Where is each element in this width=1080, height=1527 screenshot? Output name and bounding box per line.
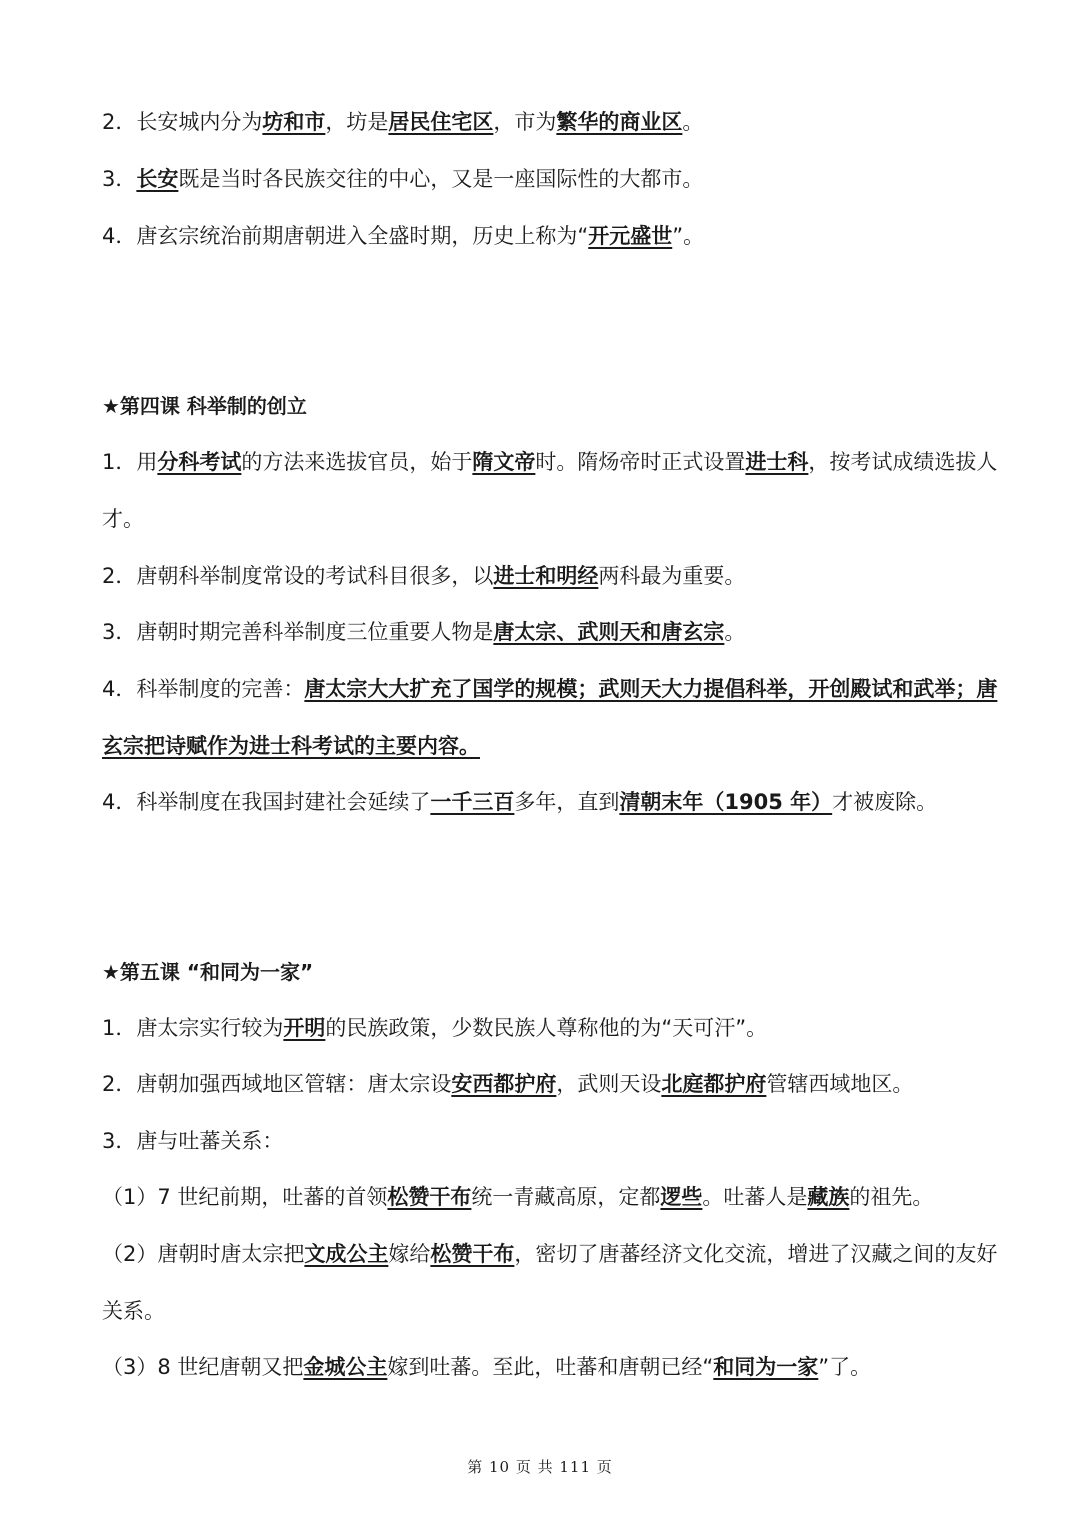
sec4-line-3 [102,617,1040,647]
key-term: 繁华的商业区 [556,110,683,134]
sec5-point-3 [102,1352,1040,1382]
sec3-line-2 [102,107,1040,137]
key-term: 进士科 [745,450,809,474]
sec5-point-2-cont: 关系。 [102,1299,165,1323]
text: 4．唐玄宗统治前期唐朝进入全盛时期，历史上称为“ [102,224,589,248]
key-term: 逻些 [660,1185,703,1209]
text: ，武则天设 [556,1072,662,1096]
sec5-line-3: 3．唐与吐蕃关系： [102,1129,284,1153]
text: 1．唐太宗实行较为 [102,1016,284,1040]
text: ，按考试成绩选拔人 [808,450,998,474]
text: （1）7 世纪前期，吐蕃的首领 [102,1185,388,1209]
key-term: 进士和明经 [493,564,599,588]
key-term: 唐太宗大大扩充了国学的规模；武则天大力提倡科举，开创殿试和武举；唐 [304,677,998,701]
text: （3）8 世纪唐朝又把 [102,1355,304,1379]
sec3-line-3 [102,164,1040,194]
text: 4．科举制度在我国封建社会延续了 [102,790,431,814]
key-term: 藏族 [807,1185,850,1209]
key-term: 长安 [136,167,179,191]
text: 。 [724,620,746,644]
sec5-point-2 [102,1239,1040,1269]
key-term: 一千三百 [430,790,515,814]
text: 管辖西域地区。 [766,1072,914,1096]
key-term: 清朝末年（1905 年） [619,790,833,814]
key-term: 分科考试 [157,450,242,474]
text: 嫁给 [388,1242,431,1266]
text: ”。 [672,224,705,248]
key-term: 安西都护府 [451,1072,557,1096]
key-term: 松赞干布 [430,1242,515,1266]
key-term: 唐太宗、武则天和唐玄宗 [493,620,725,644]
text: 既是当时各民族交往的中心，又是一座国际性的大都市。 [178,167,704,191]
text: 的祖先。 [849,1185,934,1209]
key-term: 玄宗把诗赋作为进士科考试的主要内容。 [102,734,480,758]
sec4-line-4 [102,674,1040,704]
key-term: 开明 [283,1016,326,1040]
sec3-line-4 [102,221,1040,251]
text: 的方法来选拔官员，始于 [241,450,473,474]
text: 2．唐朝加强西域地区管辖：唐太宗设 [102,1072,452,1096]
section-5-title: ★第五课 “和同为一家” [102,960,314,984]
text: 1．用 [102,450,158,474]
key-term: 坊和市 [262,110,326,134]
text: ”了。 [818,1355,872,1379]
text: 时。隋炀帝时正式设置 [535,450,746,474]
text: 才被废除。 [832,790,938,814]
sec5-line-2 [102,1069,1040,1099]
text: 两科最为重要。 [598,564,746,588]
sec5-line-1 [102,1013,1040,1043]
key-term: 文成公主 [304,1242,389,1266]
text: 统一青藏高原，定都 [471,1185,661,1209]
text: ，坊是 [325,110,389,134]
text: 。吐蕃人是 [702,1185,808,1209]
sec4-line-2 [102,561,1040,591]
text: 2．唐朝科举制度常设的考试科目很多，以 [102,564,494,588]
text: 的民族政策，少数民族人尊称他的为“天可汗”。 [325,1016,768,1040]
text: ，市为 [493,110,557,134]
text: （2）唐朝时唐太宗把 [102,1242,305,1266]
sec5-point-1 [102,1182,1040,1212]
sec4-line-4-cont [102,731,1040,761]
section-4-title: ★第四课 科举制的创立 [102,394,307,418]
sec4-line-1-cont: 才。 [102,507,144,531]
sec4-line-5 [102,787,1040,817]
key-term: 隋文帝 [472,450,536,474]
key-term: 金城公主 [303,1355,388,1379]
page-footer: 第 10 页 共 111 页 [467,1458,613,1476]
sec4-line-1 [102,447,1040,477]
text: 。 [682,110,704,134]
key-term: 居民住宅区 [388,110,494,134]
key-term: 北庭都护府 [661,1072,767,1096]
key-term: 松赞干布 [387,1185,472,1209]
text: 嫁到吐蕃。至此，吐蕃和唐朝已经“ [387,1355,714,1379]
key-term: 和同为一家 [713,1355,819,1379]
text: 多年，直到 [514,790,620,814]
key-term: 开元盛世 [588,224,673,248]
text: 4．科举制度的完善： [102,677,305,701]
text: 2．长安城内分为 [102,110,263,134]
text: ，密切了唐蕃经济文化交流，增进了汉藏之间的友好 [514,1242,998,1266]
text: 3． [102,167,137,191]
text: 3．唐朝时期完善科举制度三位重要人物是 [102,620,494,644]
